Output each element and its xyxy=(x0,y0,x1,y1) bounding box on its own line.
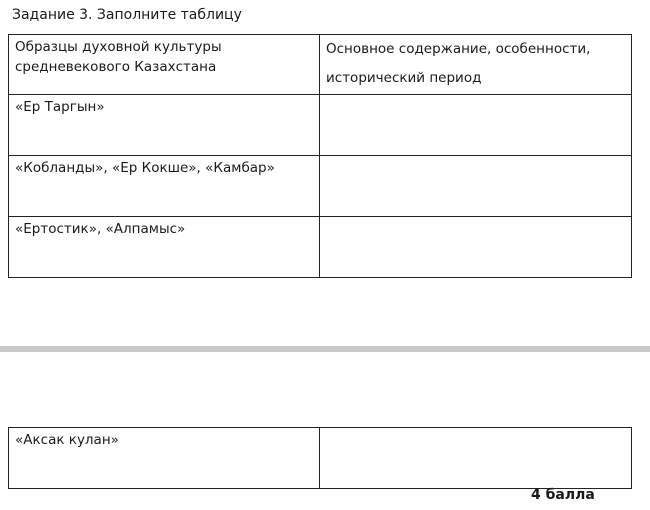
sample-cell: «Ер Таргын» xyxy=(9,95,320,156)
table-row xyxy=(9,217,632,278)
table-header-row xyxy=(9,35,632,95)
task-title: Задание 3. Заполните таблицу xyxy=(12,7,242,23)
table-row xyxy=(9,428,632,489)
score-label: 4 балла xyxy=(531,487,595,503)
table-row xyxy=(9,95,632,156)
answer-table xyxy=(8,34,632,278)
answer-cell[interactable] xyxy=(320,156,632,217)
header-cell-samples: Образцы духовной культуры средневекового Казахстана xyxy=(9,35,320,95)
answer-table-continued xyxy=(8,427,632,489)
table-row xyxy=(9,156,632,217)
sample-cell: «Аксак кулан» xyxy=(9,428,320,489)
page-break-divider xyxy=(0,346,650,352)
header-cell-content: Основное содержание, особенности, исторический период xyxy=(320,35,632,95)
answer-cell[interactable] xyxy=(320,428,632,489)
sample-cell: «Ертостик», «Алпамыс» xyxy=(9,217,320,278)
answer-cell[interactable] xyxy=(320,95,632,156)
answer-cell[interactable] xyxy=(320,217,632,278)
sample-cell: «Кобланды», «Ер Кокше», «Камбар» xyxy=(9,156,320,217)
